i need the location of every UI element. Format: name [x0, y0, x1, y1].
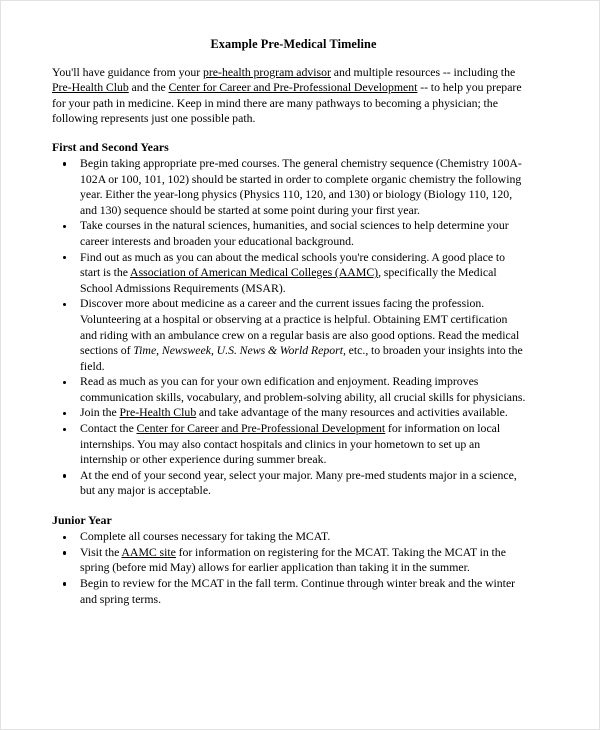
link-aamc[interactable]: Association of American Medical Colleges (AAMC)	[130, 265, 379, 280]
list-item-research-med-schools	[52, 250, 527, 297]
list-item-premed-courses: Begin taking appropriate pre-med courses. The general chemistry sequence (Chemistry 100A-102A or 100, 101, 102) should be started in order to complete organic chemistry the following year. Either the year-long physics (Physics 110, 120, and 130) or biology (Biology 110, 120, and 130) sequence should be started at some point during your first year.	[52, 156, 527, 218]
list-item-text-before-link: Visit the	[80, 544, 122, 559]
intro-text-part-1: You'll have guidance from your	[52, 64, 203, 79]
link-pre-health-program-advisor[interactable]: pre-health program advisor	[202, 64, 331, 79]
document-content	[52, 37, 527, 607]
link-center-for-career[interactable]: Center for Career and Pre-Professional Development	[136, 421, 386, 436]
list-item-text-after-link: , specifically the Medical School Admissions Requirements (MSAR).	[80, 265, 497, 295]
list-item-natural-sciences: Take courses in the natural sciences, humanities, and social sciences to help determine your career interests and broaden your educational background.	[52, 218, 527, 249]
list-item-text-after-link: and take advantage of the many resources and activities available.	[196, 405, 508, 420]
list-item-text-before-link: Join the	[80, 405, 120, 420]
page-title: Example Pre-Medical Timeline	[210, 37, 377, 51]
link-pre-health-club[interactable]: Pre-Health Club	[52, 80, 129, 95]
bullet-list-junior-year	[52, 529, 527, 607]
intro-text-part-2: and multiple resources -- including the	[330, 64, 516, 79]
list-item-select-major: At the end of your second year, select your major. Many pre-med students major in a science, but any major is acceptable.	[52, 468, 527, 499]
italic-publication-names: Time, Newsweek, U.S. News & World Report,	[133, 343, 346, 358]
list-item-text-after-link: for information on registering for the MCAT. Taking the MCAT in the spring (before mid May) allows for earlier application than taking it in the summer.	[80, 544, 506, 575]
link-center-for-career[interactable]: Center for Career and Pre-Professional Development	[168, 80, 418, 95]
intro-paragraph	[52, 65, 527, 127]
list-item-text-before-italic: Discover more about medicine as a career and the current issues facing the profession. Volunteering at a hospital or observing at a practice is helpful. Obtaining EMT certification and riding with an ambulance crew on a regular basis are also good options. Read the medical sections of	[80, 296, 520, 358]
list-item-discover-medicine	[52, 296, 527, 374]
list-item-join-pre-health-club	[52, 405, 527, 421]
list-item-visit-aamc-site	[52, 545, 527, 576]
list-item-text-before-link: Contact the	[80, 421, 137, 436]
list-item-read-widely: Read as much as you can for your own edification and enjoyment. Reading improves communication skills, vocabulary, and problem-solving ability, all crucial skills for physicians.	[52, 374, 527, 405]
link-aamc-site[interactable]: AAMC site	[121, 544, 176, 559]
bullet-list-first-and-second-years	[52, 156, 527, 499]
list-item-text-after-italic: etc., to broaden your insights into the field.	[80, 343, 523, 373]
list-item-text-after-link: for information on local internships. You may also contact hospitals and clinics in your hometown to set up an internship or other experience during summer break.	[80, 421, 501, 467]
list-item-complete-mcat-courses: Complete all courses necessary for taking the MCAT.	[52, 529, 527, 545]
section-heading-first-and-second-years: First and Second Years	[52, 139, 169, 154]
list-item-text-before-link: Find out as much as you can about the medical schools you're considering. A good place to start is the	[80, 249, 506, 280]
section-heading-junior-year: Junior Year	[52, 513, 112, 528]
link-pre-health-club[interactable]: Pre-Health Club	[119, 405, 197, 420]
intro-text-part-4: -- to help you prepare for your path in medicine. Keep in mind there are many pathways to becoming a physician; the following represents just one possible path.	[52, 80, 522, 126]
list-item-contact-career-center	[52, 421, 527, 468]
list-item-review-for-mcat: Begin to review for the MCAT in the fall term. Continue through winter break and the winter and spring terms.	[52, 576, 527, 607]
intro-text-part-3: and the	[128, 80, 169, 95]
